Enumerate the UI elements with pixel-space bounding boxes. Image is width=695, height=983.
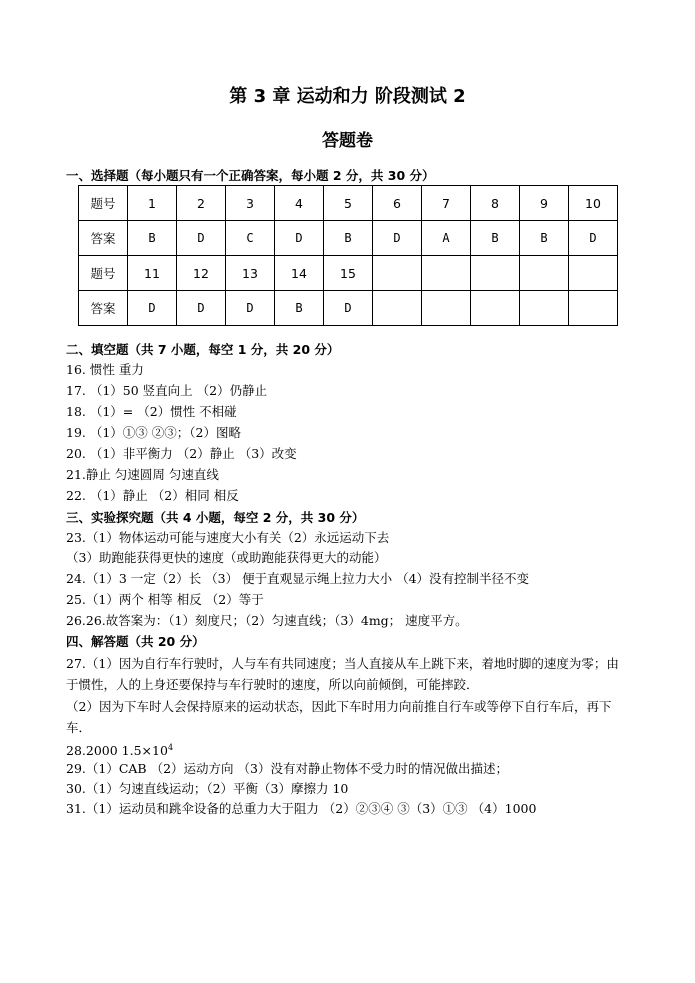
- answer-cell: D: [177, 221, 226, 256]
- page-title: 第 3 章 运动和力 阶段测试 2: [229, 86, 466, 107]
- question-number: 13: [226, 256, 275, 291]
- answer-cell: B: [275, 291, 324, 326]
- answer-cell: [373, 291, 422, 326]
- answer-line: （3）助跑能获得更快的速度（或助跑能获得更大的动能）: [66, 550, 387, 565]
- answer-cell: [422, 291, 471, 326]
- answer-line: [66, 739, 173, 760]
- question-number: 9: [520, 186, 569, 221]
- table-row: [79, 221, 618, 256]
- answer-line: 18. （1）= （2）惯性 不相碰: [66, 404, 237, 419]
- table-row: [79, 291, 618, 326]
- answer-cell: D: [128, 291, 177, 326]
- answer-cell: B: [324, 221, 373, 256]
- section-heading-experiment: 三、实验探究题（共 4 小题，每空 2 分，共 30 分）: [66, 510, 365, 525]
- answer-line: 20. （1）非平衡力 （2）静止 （3）改变: [66, 446, 297, 461]
- question-number: [569, 256, 618, 291]
- answer-line: 24.（1）3 一定（2）长 （3） 便于直观显示绳上拉力大小 （4）没有控制半径不变: [66, 571, 530, 586]
- answer-line: 29.（1）CAB （2）运动方向 （3）没有对静止物体不受力时的情况做出描述；: [66, 761, 508, 776]
- question-number: 5: [324, 186, 373, 221]
- answer-line: 22. （1）静止 （2）相同 相反: [66, 488, 239, 503]
- question-number: [520, 256, 569, 291]
- page-subtitle: 答题卷: [322, 131, 373, 151]
- q28-exponent: 4: [167, 743, 174, 752]
- answer-line: 17. （1）50 竖直向上 （2）仍静止: [66, 383, 268, 398]
- row-label: 题号: [79, 186, 128, 221]
- question-number: 3: [226, 186, 275, 221]
- answer-cell: B: [128, 221, 177, 256]
- answer-line: 30.（1）匀速直线运动；（2）平衡（3）摩擦力 10: [66, 781, 349, 796]
- question-number: 10: [569, 186, 618, 221]
- answer-cell: D: [275, 221, 324, 256]
- answer-cell: [520, 291, 569, 326]
- answer-cell: D: [324, 291, 373, 326]
- table-row: [79, 256, 618, 291]
- answer-cell: D: [177, 291, 226, 326]
- answer-line: 26.26.故答案为：（1）刻度尺；（2）匀速直线；（3）4mg； 速度平方。: [66, 613, 468, 628]
- question-number: 14: [275, 256, 324, 291]
- row-label: 答案: [79, 221, 128, 256]
- section-heading-solve: 四、解答题（共 20 分）: [66, 634, 205, 649]
- question-number: 8: [471, 186, 520, 221]
- answer-line: 19. （1）①③ ②③；（2）图略: [66, 425, 241, 440]
- answer-cell: A: [422, 221, 471, 256]
- answer-cell: [569, 291, 618, 326]
- answer-line: 16. 惯性 重力: [66, 362, 144, 377]
- question-number: 7: [422, 186, 471, 221]
- answer-cell: D: [226, 291, 275, 326]
- answer-line: 31.（1）运动员和跳伞设备的总重力大于阻力 （2）②③④ ③（3）①③ （4）1000: [66, 801, 537, 816]
- question-number: 2: [177, 186, 226, 221]
- row-label: 答案: [79, 291, 128, 326]
- answer-cell: B: [520, 221, 569, 256]
- question-number: 15: [324, 256, 373, 291]
- question-number: 6: [373, 186, 422, 221]
- question-number: 4: [275, 186, 324, 221]
- answer-table: [78, 185, 618, 326]
- table-row: [79, 186, 618, 221]
- answer-line: 25.（1）两个 相等 相反 （2）等于: [66, 592, 264, 607]
- answer-line: 23.（1）物体运动可能与速度大小有关（2）永远运动下去: [66, 530, 390, 545]
- answer-paragraph: （2）因为下车时人会保持原来的运动状态，因此下车时用力向前推自行车或等停下自行车后，再下车．: [66, 699, 612, 735]
- section-heading-fill: 二、填空题（共 7 小题，每空 1 分，共 20 分）: [66, 342, 340, 357]
- q28-text: 28.2000 1.5×10: [66, 743, 168, 759]
- answer-line: 21.静止 匀速圆周 匀速直线: [66, 467, 219, 482]
- answer-paragraph: 27.（1）因为自行车行驶时，人与车有共同速度；当人直接从车上跳下来，着地时脚的速度为零；由于惯性，人的上身还要保持与车行驶时的速度，所以向前倾倒，可能摔跤．: [66, 656, 619, 692]
- answer-cell: B: [471, 221, 520, 256]
- question-number: 11: [128, 256, 177, 291]
- answer-cell: D: [373, 221, 422, 256]
- answer-cell: D: [569, 221, 618, 256]
- question-number: 1: [128, 186, 177, 221]
- answer-cell: [471, 291, 520, 326]
- question-number: 12: [177, 256, 226, 291]
- question-number: [471, 256, 520, 291]
- question-number: [373, 256, 422, 291]
- section-heading-choice: 一、选择题（每小题只有一个正确答案，每小题 2 分，共 30 分）: [66, 168, 435, 183]
- answer-cell: C: [226, 221, 275, 256]
- question-number: [422, 256, 471, 291]
- row-label: 题号: [79, 256, 128, 291]
